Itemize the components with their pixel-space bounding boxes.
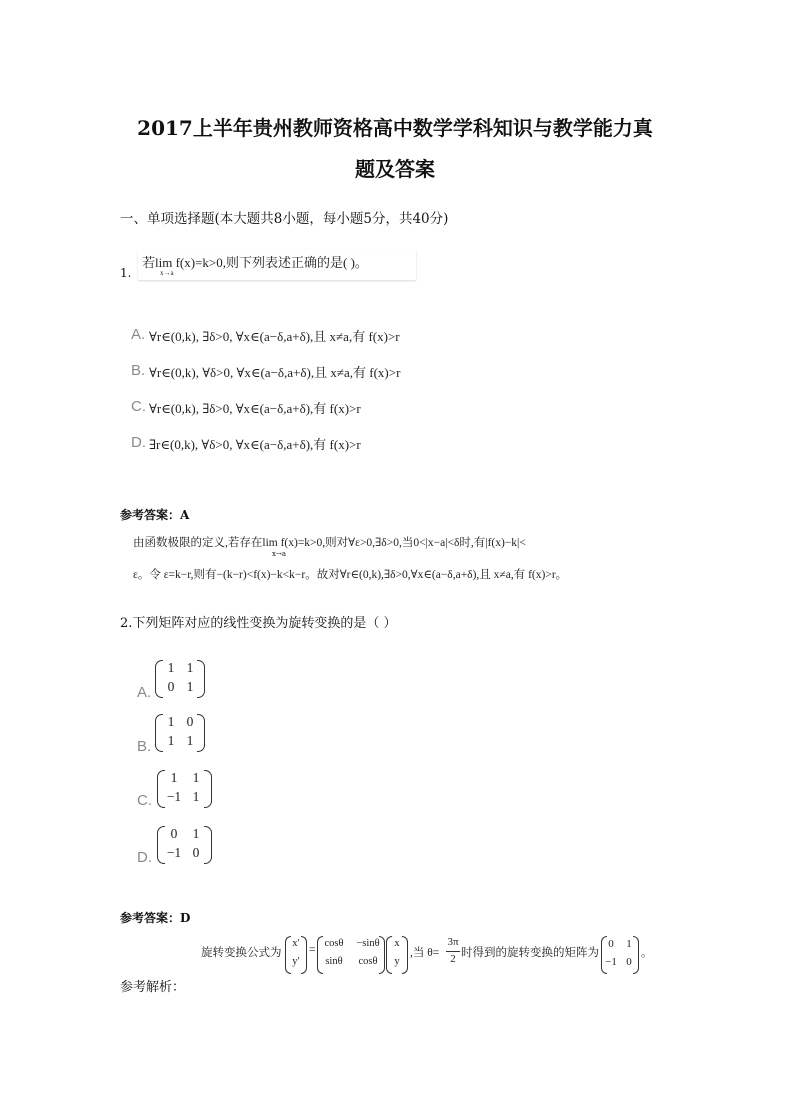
matrix-cell: 1 — [192, 826, 200, 841]
q1-option-c-text: ∀r∈(0,k), ∃δ>0, ∀x∈(a−δ,a+δ),有 f(x)>r — [149, 401, 361, 416]
q2-option-c-matrix — [157, 770, 212, 806]
matrix-cell: 0 — [626, 956, 632, 968]
q2-explain-vector-1 — [285, 936, 307, 972]
q2-explain-equals: = — [309, 944, 316, 956]
q2-explain-frac-num: 3π — [447, 936, 459, 948]
q2-explain-rotation-matrix — [317, 936, 385, 972]
q1-answer: 参考答案：A — [120, 508, 190, 522]
matrix-cell: −1 — [605, 956, 617, 968]
q1-option-d-letter: D. — [131, 434, 146, 451]
matrix-cell: 1 — [167, 714, 175, 729]
matrix-cell: cosθ — [324, 938, 344, 949]
matrix-cell: −sinθ — [356, 938, 380, 949]
q2-option-b-letter: B. — [137, 738, 152, 755]
matrix-cell: y — [394, 956, 400, 967]
q2-option-d-letter: D. — [137, 849, 152, 866]
q1-option-a-letter: A. — [131, 326, 146, 343]
q2-answer: 参考答案：D — [120, 911, 191, 925]
q1-stem-image — [138, 250, 416, 280]
q2-explain-mid: ,当 θ= — [410, 947, 440, 959]
matrix-cell: 1 — [167, 660, 175, 675]
section-heading: 一、单项选择题(本大题共8小题，每小题5分，共40分) — [120, 211, 449, 227]
q1-explain-line-2: ε。令 ε=k−r,则有−(k−r)<f(x)−k<k−r。故对∀r∈(0,k),∃δ>0,∀x∈(a−δ,a+δ),且 x≠a,有 f(x)>r。 — [133, 569, 568, 581]
q2-explain-suffix: 时得到的旋转变换的矩阵为 — [461, 947, 599, 959]
matrix-cell: 0 — [167, 679, 175, 694]
matrix-cell: 1 — [186, 733, 194, 748]
fraction-bar — [446, 951, 460, 952]
q2-option-a-matrix — [155, 660, 205, 696]
matrix-cell: 0 — [608, 938, 614, 950]
matrix-cell: 1 — [186, 679, 194, 694]
q2-explain-end: 。 — [641, 947, 653, 959]
matrix-cell: 1 — [192, 770, 200, 785]
q2-option-d-matrix — [157, 826, 212, 862]
matrix-cell: −1 — [166, 845, 182, 860]
matrix-cell: x′ — [292, 938, 300, 949]
q1-stem: 若lim f(x)=k>0,则下列表述正确的是( )。 — [142, 255, 368, 270]
q1-option-d-text: ∃r∈(0,k), ∀δ>0, ∀x∈(a−δ,a+δ),有 f(x)>r — [149, 437, 361, 452]
matrix-cell: cosθ — [358, 956, 378, 967]
matrix-cell: 1 — [192, 789, 200, 804]
matrix-cell: 0 — [192, 845, 200, 860]
q1-option-b-text: ∀r∈(0,k), ∀δ>0, ∀x∈(a−δ,a+δ),且 x≠a,有 f(x)>r — [149, 365, 401, 380]
q1-option-a-text: ∀r∈(0,k), ∃δ>0, ∀x∈(a−δ,a+δ),且 x≠a,有 f(x)>r — [149, 329, 400, 344]
q1-number: 1. — [120, 266, 132, 280]
q1-explain-sub: x→a — [272, 550, 286, 558]
q2-stem: 2.下列矩阵对应的线性变换为旋转变换的是（ ） — [120, 616, 397, 631]
matrix-cell: x — [394, 938, 400, 949]
q2-option-a-letter: A. — [137, 684, 152, 701]
page-title-line-1: 2017上半年贵州教师资格高中数学学科知识与教学能力真 — [137, 116, 653, 140]
matrix-cell: 1 — [186, 660, 194, 675]
matrix-cell: −1 — [166, 789, 182, 804]
matrix-cell: 1 — [170, 770, 178, 785]
matrix-cell: 1 — [626, 938, 632, 950]
q2-explain-vector-2 — [386, 936, 408, 972]
q2-option-b-matrix — [155, 714, 205, 750]
q1-option-c-letter: C. — [131, 398, 146, 415]
q2-explain-prefix: 旋转变换公式为 — [201, 947, 282, 959]
matrix-cell: 1 — [167, 733, 175, 748]
q1-explain-line-1: 由函数极限的定义,若存在lim f(x)=k>0,则对∀ε>0,∃δ>0,当0<|x−a|<δ时,有|f(x)−k|< — [133, 537, 526, 549]
q1-option-b-letter: B. — [131, 362, 146, 379]
matrix-cell: y′ — [292, 956, 300, 967]
q2-explain-frac-den: 2 — [450, 953, 456, 965]
q1-stem-sub: x→a — [160, 269, 174, 277]
q2-analysis-label: 参考解析： — [120, 980, 186, 995]
matrix-cell: 0 — [186, 714, 194, 729]
page-title-line-2: 题及答案 — [355, 157, 435, 181]
q2-option-c-letter: C. — [137, 792, 152, 809]
matrix-cell: sinθ — [325, 956, 343, 967]
q2-explain-result-matrix — [601, 936, 639, 972]
matrix-cell: 0 — [170, 826, 178, 841]
